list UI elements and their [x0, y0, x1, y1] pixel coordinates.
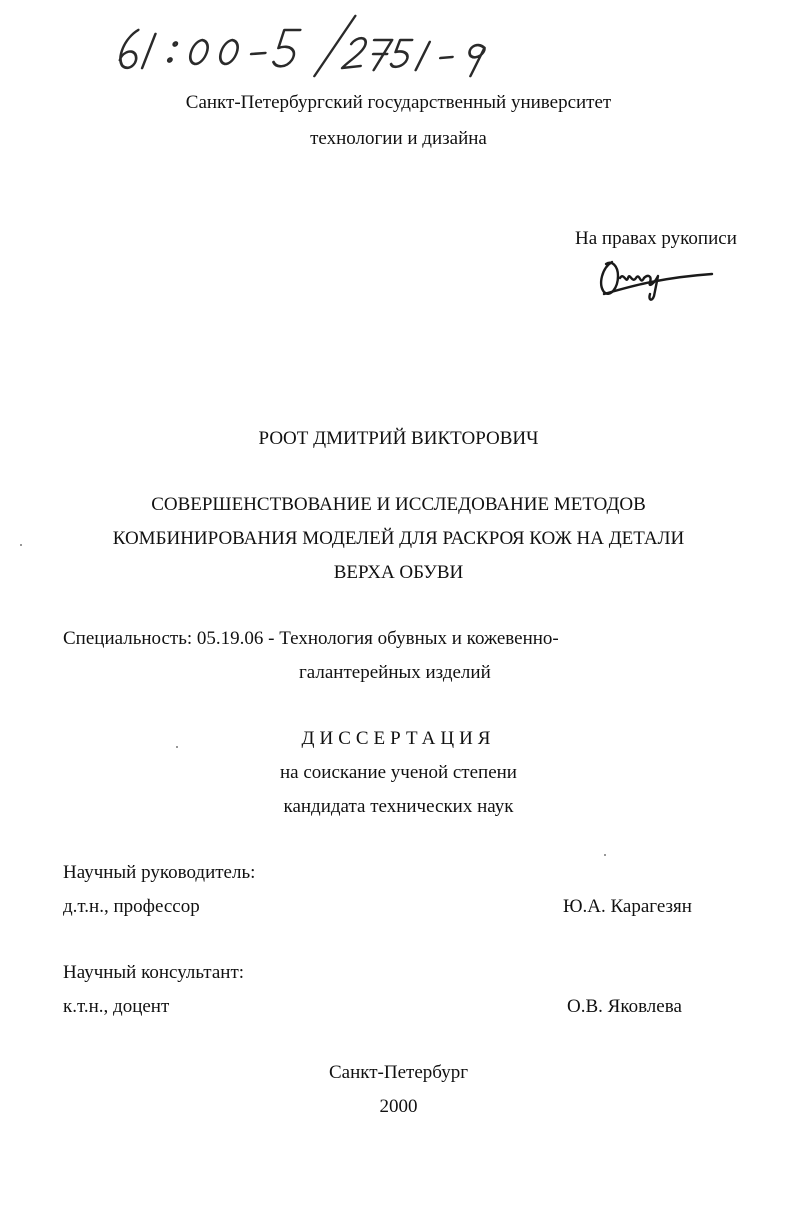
handwritten-code-drawing [106, 10, 521, 80]
dissertation-title-line3: ВЕРХА ОБУВИ [333, 562, 464, 583]
dissertation-heading: ДИССЕРТАЦИЯ [301, 728, 496, 749]
specialty-line2: галантерейных изделий [299, 662, 491, 683]
supervisor-label: Научный руководитель: [63, 862, 256, 883]
degree-line2: кандидата технических наук [283, 796, 514, 817]
author-name: РООТ ДМИТРИЙ ВИКТОРОВИЧ [258, 428, 539, 449]
university-name-line2: технологии и дизайна [310, 128, 487, 149]
dissertation-title-line1: СОВЕРШЕНСТВОВАНИЕ И ИССЛЕДОВАНИЕ МЕТОДОВ [151, 494, 646, 515]
university-name-line1: Санкт-Петербургский государственный университет [185, 92, 612, 113]
scan-speck [20, 544, 22, 546]
consultant-name: О.В. Яковлева [567, 996, 682, 1017]
consultant-title: к.т.н., доцент [63, 996, 170, 1017]
supervisor-name: Ю.А. Карагезян [563, 896, 692, 917]
dissertation-title-line2: КОМБИНИРОВАНИЯ МОДЕЛЕЙ ДЛЯ РАСКРОЯ КОЖ НА ДЕТАЛИ [112, 528, 685, 549]
supervisor-title: д.т.н., профессор [63, 896, 200, 917]
year: 2000 [379, 1096, 418, 1117]
degree-line1: на соискание ученой степени [280, 762, 517, 783]
specialty-line1: Специальность: 05.19.06 - Технология обувных и кожевенно- [63, 628, 559, 649]
consultant-label: Научный консультант: [63, 962, 245, 983]
author-signature [596, 248, 716, 304]
manuscript-rights: На правах рукописи [575, 228, 737, 249]
scan-speck [604, 854, 606, 856]
scan-speck [176, 746, 178, 748]
city: Санкт-Петербург [328, 1062, 468, 1083]
handwritten-archive-code [103, 10, 520, 90]
